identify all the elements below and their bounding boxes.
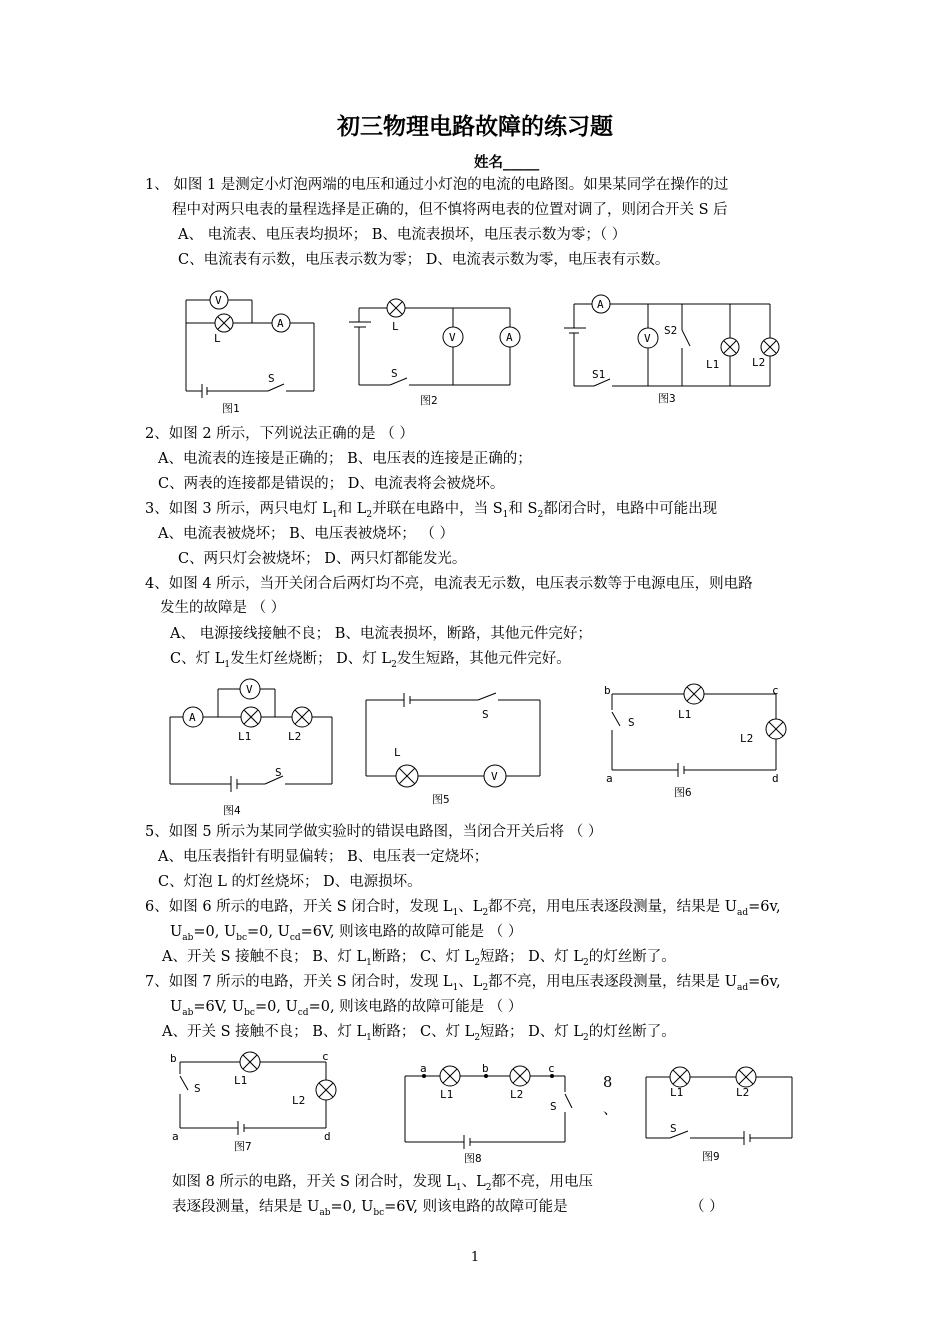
- switch-label: S: [482, 708, 489, 721]
- q8-separator: 、: [603, 1102, 618, 1118]
- figure-5-circuit: [360, 686, 545, 806]
- figure-1-caption: 图1: [222, 402, 240, 415]
- q4-line1: 4、如图 4 所示，当开关闭合后两灯均不亮，电流表无示数，电压表示数等于电源电压，则电路: [145, 576, 753, 592]
- lamp-l1-label: L1: [238, 730, 252, 743]
- q2-option-ab: A、电流表的连接是正确的； B、电压表的连接是正确的；: [158, 451, 532, 467]
- q2-option-cd: C、两表的连接都是错误的； D、电流表将会被烧坏。: [158, 476, 505, 492]
- q5-option-cd: C、灯泡 L 的灯丝烧坏； D、电源损坏。: [158, 874, 422, 890]
- lamp-l1-label: L1: [670, 1086, 684, 1099]
- node-c-label: c: [772, 684, 779, 697]
- name-field-label: 姓名_____: [474, 155, 540, 171]
- figure-5-caption: 图5: [432, 793, 450, 806]
- q8-line2: 表逐段测量，结果是 $U_{ab}=0$, $U_{bc}=6V$, 则该电路的故障可能是: [172, 1199, 568, 1218]
- node-a-label: a: [420, 1062, 427, 1075]
- q6-options: A、开关 S 接触不良； B、灯 $L_1$断路； C、灯 $L_2$短路； D、灯 $L_2$的灯丝断了。: [162, 949, 676, 968]
- q5-line1: 5、如图 5 所示为某同学做实验时的错误电路图，当闭合开关后将 （ ）: [145, 824, 603, 840]
- lamp-l1-label: L1: [678, 708, 692, 721]
- q1-option-cd: C、电流表有示数，电压表示数为零； D、电流表示数为零，电压表有示数。: [178, 252, 670, 268]
- lamp-l1-label: L1: [440, 1088, 454, 1101]
- switch-label: S: [268, 372, 275, 385]
- switch-s2-label: S2: [664, 324, 678, 337]
- lamp-l2-label: L2: [736, 1086, 750, 1099]
- switch-label: S: [670, 1122, 677, 1135]
- figure-4-circuit: [165, 676, 340, 821]
- voltmeter-symbol: V: [246, 683, 253, 696]
- q7-line2: $U_{ab}=6V$, $U_{bc}=0$, $U_{cd}=0$, 则该电路的故障可能是 （ ）: [170, 999, 523, 1018]
- switch-label: S: [391, 367, 398, 380]
- figure-3-caption: 图3: [658, 392, 676, 405]
- q3-option-cd: C、两只灯会被烧坏； D、两只灯都能发光。: [178, 551, 467, 567]
- voltmeter-symbol: V: [215, 294, 222, 307]
- lamp-label: L: [392, 320, 399, 333]
- ammeter-symbol: A: [597, 298, 604, 311]
- figure-9-circuit: [640, 1064, 800, 1164]
- lamp-l2-label: L2: [288, 730, 302, 743]
- lamp-label: L: [394, 746, 401, 759]
- node-d-label: d: [324, 1130, 331, 1143]
- q4-option-ab: A、 电源接线接触不良； B、电流表损坏，断路，其他元件完好；: [170, 626, 592, 642]
- node-d-label: d: [772, 772, 779, 785]
- q1-line2: 程中对两只电表的量程选择是正确的，但不慎将两电表的位置对调了，则闭合开关 S 后: [172, 202, 728, 218]
- switch-label: S: [275, 766, 282, 779]
- page-number: 1: [470, 1250, 480, 1265]
- node-a-label: a: [172, 1130, 179, 1143]
- node-a-label: a: [606, 772, 613, 785]
- q3-line1: 3、如图 3 所示，两只电灯 $L_1$和 $L_2$并联在电路中，当 $S_1$和 $S_2$都闭合时，电路中可能出现: [145, 501, 718, 520]
- figure-6-circuit: [598, 682, 798, 804]
- q4-line2: 发生的故障是 （ ）: [160, 600, 286, 616]
- voltmeter-symbol: V: [449, 331, 456, 344]
- node-b-label: b: [482, 1062, 489, 1075]
- figure-4-caption: 图4: [223, 804, 241, 817]
- node-b-label: b: [170, 1052, 177, 1065]
- q6-line1: 6、如图 6 所示的电路，开关 S 闭合时，发现 $L_1$、$L_2$都不亮，用电压表逐段测量，结果是 $U_{ad}=6v$,: [145, 899, 781, 918]
- q3-option-ab: A、电流表被烧坏； B、电压表被烧坏； （ ）: [158, 526, 454, 542]
- q8-line1: 如图 8 所示的电路，开关 S 闭合时，发现 $L_1$、$L_2$都不亮，用电压: [172, 1174, 593, 1193]
- figure-9-caption: 图9: [702, 1150, 720, 1163]
- figure-1-circuit: [180, 286, 320, 416]
- q8-answer-blank: （ ）: [690, 1199, 724, 1215]
- switch-label: S: [550, 1100, 557, 1113]
- q1-line1: 1、 如图 1 是测定小灯泡两端的电压和通过小灯泡的电流的电路图。如果某同学在操作的过: [145, 177, 729, 193]
- ammeter-symbol: A: [506, 331, 513, 344]
- q2-line1: 2、如图 2 所示，下列说法正确的是 （ ）: [145, 426, 414, 442]
- node-b-label: b: [604, 684, 611, 697]
- lamp-l2-label: L2: [752, 356, 766, 369]
- lamp-l2-label: L2: [292, 1094, 306, 1107]
- lamp-l2-label: L2: [510, 1088, 524, 1101]
- lamp-l1-label: L1: [706, 358, 720, 371]
- ammeter-symbol: A: [277, 317, 284, 330]
- figure-8-caption: 图8: [464, 1152, 482, 1165]
- lamp-l1-label: L1: [234, 1074, 248, 1087]
- node-c-label: c: [548, 1062, 555, 1075]
- ammeter-symbol: A: [189, 711, 196, 724]
- figure-3-circuit: [562, 290, 792, 408]
- q5-option-ab: A、电压表指针有明显偏转； B、电压表一定烧坏；: [158, 849, 489, 865]
- page-title: 初三物理电路故障的练习题: [337, 114, 613, 140]
- lamp-l2-label: L2: [740, 732, 754, 745]
- lamp-label: L: [214, 332, 221, 345]
- figure-7-caption: 图7: [234, 1140, 252, 1153]
- figure-8-circuit: [400, 1062, 585, 1166]
- figure-2-caption: 图2: [420, 394, 438, 407]
- figure-7-circuit: [168, 1050, 343, 1158]
- voltmeter-symbol: V: [644, 332, 651, 345]
- q4-option-cd: C、灯 $L_1$发生灯丝烧断； D、灯 $L_2$发生短路，其他元件完好。: [170, 651, 571, 670]
- q6-line2: $U_{ab}=0$, $U_{bc}=0$, $U_{cd}=6V$, 则该电路的故障可能是 （ ）: [170, 924, 523, 943]
- q8-number: 8: [603, 1075, 613, 1091]
- voltmeter-symbol: V: [491, 770, 498, 783]
- switch-label: S: [628, 716, 635, 729]
- node-c-label: c: [322, 1050, 329, 1063]
- q7-line1: 7、如图 7 所示的电路，开关 S 闭合时，发现 $L_1$、$L_2$都不亮，用电压表逐段测量，结果是 $U_{ad}=6v$,: [145, 974, 781, 993]
- switch-label: S: [194, 1082, 201, 1095]
- figure-2-circuit: [345, 290, 525, 410]
- q1-option-ab: A、 电流表、电压表均损坏； B、电流表损坏，电压表示数为零；（ ）: [178, 227, 627, 243]
- switch-s1-label: S1: [592, 368, 606, 381]
- q7-options: A、开关 S 接触不良； B、灯 $L_1$断路； C、灯 $L_2$短路； D、灯 $L_2$的灯丝断了。: [162, 1024, 676, 1043]
- figure-6-caption: 图6: [674, 786, 692, 799]
